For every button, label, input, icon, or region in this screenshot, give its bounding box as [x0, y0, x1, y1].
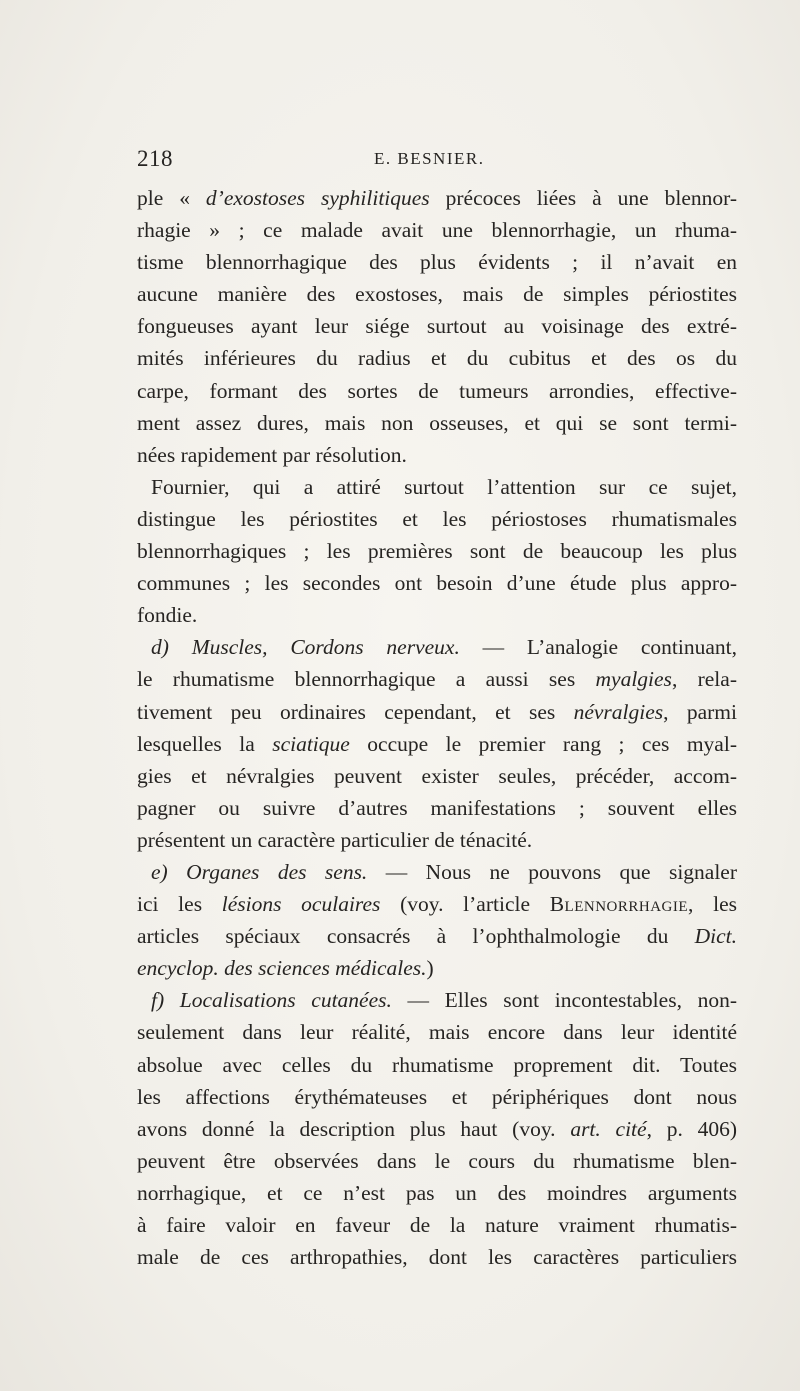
- text-line: absolue avec celles du rhumatisme proprement dit. Toutes: [137, 1052, 737, 1077]
- text-line: carpe, formant des sortes de tumeurs arrondies, effective-: [137, 378, 737, 403]
- text-line: seulement dans leur réalité, mais encore dans leur identité: [137, 1020, 737, 1045]
- text-line: peuvent être observées dans le cours du rhumatisme blen-: [137, 1148, 737, 1173]
- text-line: mités inférieures du radius et du cubitus et des os du: [137, 346, 737, 371]
- text-line: f) Localisations cutanées. — Elles sont incontestables, non-: [151, 988, 737, 1013]
- text-line: norrhagique, et ce n’est pas un des moindres arguments: [137, 1180, 737, 1205]
- text-line: d) Muscles, Cordons nerveux. — L’analogie continuant,: [151, 635, 737, 660]
- text-line: les affections érythémateuses et périphériques dont nous: [137, 1084, 737, 1109]
- text-line: aucune manière des exostoses, mais de simples périostites: [137, 282, 737, 307]
- text-line: ple « d’exostoses syphilitiques précoces liées à une blennor-: [137, 186, 738, 210]
- text-line: tisme blennorrhagique des plus évidents ; il n’avait en: [137, 250, 737, 275]
- text-line: fondie.: [137, 603, 198, 628]
- text-line: blennorrhagiques ; les premières sont de beaucoup les plus: [137, 539, 737, 564]
- text-line: fongueuses ayant leur siége surtout au voisinage des extré-: [137, 314, 737, 339]
- text-line: male de ces arthropathies, dont les caractères particuliers: [137, 1245, 737, 1270]
- page-header: [137, 146, 737, 176]
- text-line: e) Organes des sens. — Nous ne pouvons que signaler: [151, 859, 738, 884]
- text-line: ment assez dures, mais non osseuses, et qui se sont termi-: [137, 410, 737, 435]
- text-line: pagner ou suivre d’autres manifestations ; souvent elles: [137, 795, 737, 820]
- text-line: rhagie » ; ce malade avait une blennorrhagie, un rhuma-: [137, 218, 737, 243]
- text-line: ici les lésions oculaires (voy. l’article Blennorrhagie, les: [137, 892, 737, 917]
- text-line: le rhumatisme blennorrhagique a aussi ses myalgies, rela-: [137, 667, 737, 692]
- text-line: articles spéciaux consacrés à l’ophthalmologie du Dict.: [137, 924, 737, 949]
- text-line: avons donné la description plus haut (voy. art. cité, p. 406): [137, 1116, 738, 1141]
- running-head: E. BESNIER.: [374, 149, 485, 168]
- text-line: présentent un caractère particulier de ténacité.: [137, 827, 533, 852]
- text-line: tivement peu ordinaires cependant, et ses névralgies, parmi: [137, 699, 737, 724]
- body-text: [137, 182, 737, 1273]
- text-line: gies et névralgies peuvent exister seules, précéder, accom-: [137, 763, 737, 788]
- text-line: communes ; les secondes ont besoin d’une étude plus appro-: [137, 571, 737, 596]
- text-line: à faire valoir en faveur de la nature vraiment rhumatis-: [137, 1213, 737, 1237]
- text-line: Fournier, qui a attiré surtout l’attention sur ce sujet,: [151, 474, 737, 499]
- text-line: lesquelles la sciatique occupe le premier rang ; ces myal-: [137, 731, 737, 756]
- text-line: nées rapidement par résolution.: [137, 442, 407, 467]
- text-line: distingue les périostites et les périostoses rhumatismales: [137, 506, 737, 531]
- page-number: 218: [137, 146, 173, 171]
- text-line: encyclop. des sciences médicales.): [137, 956, 434, 981]
